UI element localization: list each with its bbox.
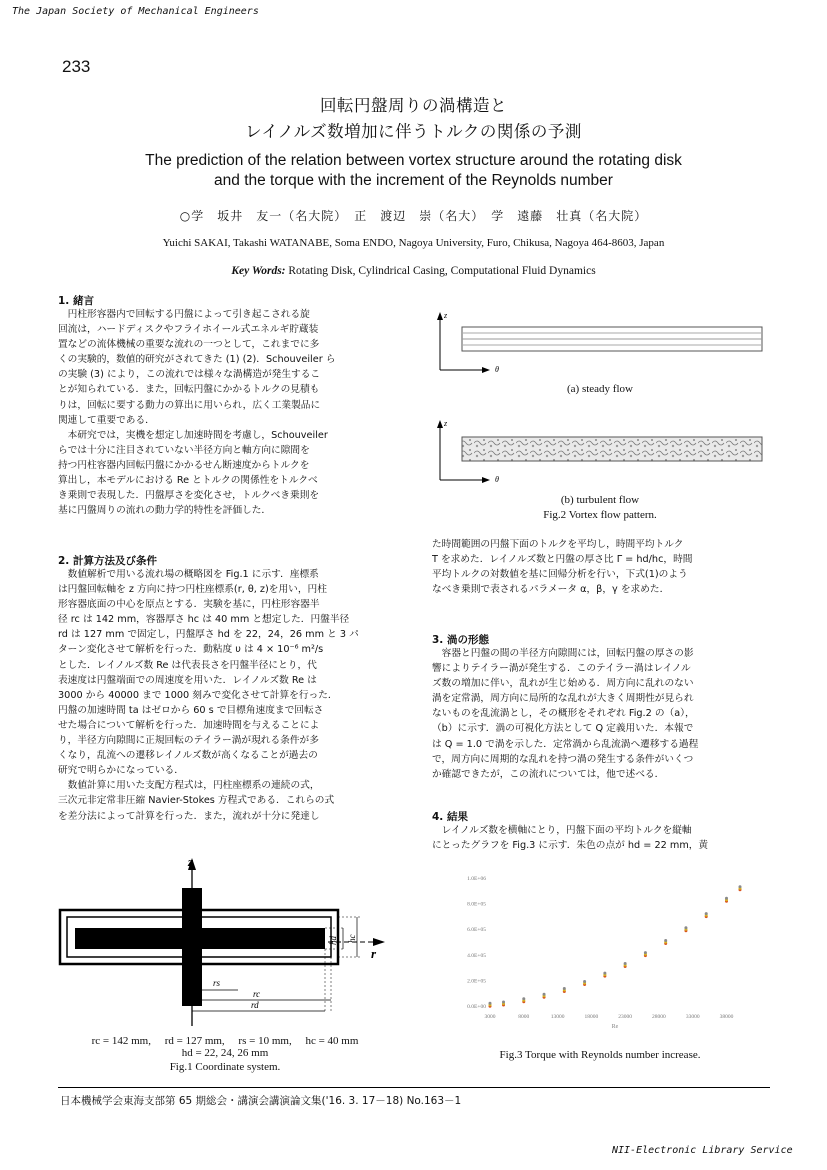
fig1-r-arrow <box>373 938 385 946</box>
text-line: ズ数の増加に伴い，乱れが生じ始める．周方向に乱れのない <box>432 678 694 690</box>
fig3-x-axis-label: Re <box>611 1024 619 1030</box>
text-line: 渦を定常渦，周方向に局所的な乱れが大きく周期性が見られ <box>432 693 694 705</box>
fig2b-vortex-band <box>462 437 762 461</box>
fig2b-caption: (b) turbulent flow <box>560 494 640 506</box>
page-number: 233 <box>62 57 91 76</box>
fig3-chart <box>440 866 770 1041</box>
fig1-caption: Fig.1 Coordinate system. <box>169 1061 281 1073</box>
text-line: 関連して重要である． <box>58 414 155 426</box>
fig3-y-tick-label: 0.0E+00 <box>467 1004 486 1010</box>
fig3-point-hd26 <box>725 897 728 900</box>
text-line: を差分法によって計算を行った．また，流れが十分に発達し <box>58 810 320 822</box>
fig3-x-tick-label: 33000 <box>685 1014 700 1020</box>
title-en-line1: The prediction of the relation between vortex structure around the rotating disk <box>145 152 682 169</box>
text-line: 平均トルクの対数値を基に回帰分析を行い，下式(1)のよう <box>432 569 688 581</box>
text-line: ターン変化させて解析を行った．動粘度 υ は 4 × 10⁻⁶ m²/s <box>58 644 324 656</box>
text-line: 持つ円柱容器内回転円盤にかかるせん断速度からトルクを <box>58 459 310 471</box>
section-3-body <box>432 646 772 782</box>
keywords-label: Key Words: <box>231 265 286 277</box>
text-line: き乗則で表現した．円盤厚さを変化させ，トルクべき乗則を <box>58 490 320 502</box>
fig2b-axis-z: z <box>444 419 448 428</box>
fig2-caption: Fig.2 Vortex flow pattern. <box>543 509 657 521</box>
footer-proceedings: 日本機械学会東海支部第 65 期総会・講演会講演論文集('16. 3. 17－18) No.163－1 <box>60 1095 462 1107</box>
fig1-params-line1: rc = 142 mm, rd = 127 mm, rs = 10 mm, hc = 40 mm <box>91 1035 359 1047</box>
section-2-continued <box>432 537 772 597</box>
text-line: は Q = 1.0 で渦を示した．定常渦から乱流渦へ遷移する過程 <box>432 738 699 750</box>
text-line: 3000 から 40000 まで 1000 刻みで変化させて計算を行った． <box>58 689 338 701</box>
fig1-label-rc: rc <box>253 989 261 999</box>
fig1-coordinate-diagram <box>55 848 395 1033</box>
fig3-y-tick-label: 8.0E+05 <box>467 901 486 908</box>
fig1-label-r: r <box>371 946 377 961</box>
text-line: の実験 (3) により，この流れでは様々な渦構造が発生するこ <box>58 369 321 381</box>
text-line: とした．レイノルズ数 Re は代表長さを円盤半径にとり，代 <box>58 659 317 671</box>
fig1-label-hd: hd <box>328 936 338 945</box>
text-line: り，半径方向隙間に正規回転のテイラー渦が現れる条件が多 <box>58 735 319 747</box>
text-line: 研究で明らかになっている． <box>58 765 184 777</box>
fig2a-axis-theta: θ <box>495 365 499 374</box>
text-line: せた場合について解析を行った．加速時間を与えることによ <box>58 719 320 731</box>
text-line: ないものを乱流渦とし，その概形をそれぞれ Fig.2 の（a）， <box>432 708 695 720</box>
fig1-params-line2: hd = 22, 24, 26 mm <box>181 1047 269 1059</box>
text-line: くの実験的，数値的研究がされてきた (1) (2)．Schouveiler ら <box>58 354 336 366</box>
fig3-x-tick-label: 8000 <box>518 1014 530 1020</box>
text-line: くなり，乱流への遷移レイノルズ数が高くなることが過去の <box>58 750 318 762</box>
fig2a-caption: (a) steady flow <box>567 383 633 395</box>
text-line: か確認できたが，この流れについては，他で述べる． <box>432 768 665 780</box>
fig1-shaft <box>182 888 202 1006</box>
text-line: 置などの流体機械の重要な流れの一つとして，これまでに多 <box>58 339 320 351</box>
fig3-caption: Fig.3 Torque with Reynolds number increase. <box>499 1049 701 1061</box>
fig3-point-hd26 <box>644 951 647 954</box>
fig3-x-tick-label: 13000 <box>550 1014 565 1020</box>
fig3-y-tick-label: 2.0E+05 <box>467 978 486 985</box>
fig2a-axis-z: z <box>444 311 448 320</box>
fig2b-axis-theta: θ <box>495 475 499 484</box>
fig3-y-tick-label: 6.0E+05 <box>467 927 486 934</box>
text-line: 三次元非定常非圧縮 Navier-Stokes 方程式である．これらの式 <box>58 795 335 807</box>
text-line: レイノルズ数を横軸にとり，円盤下面の平均トルクを縦軸 <box>432 825 692 836</box>
text-line: 表速度は円盤端面での周速度を用いた．レイノルズ数 Re は <box>58 674 317 686</box>
text-line: 径 rc は 142 mm，容器厚さ hc は 40 mm と想定した．円盤半径 <box>58 614 350 626</box>
fig3-point-hd26 <box>489 1002 492 1005</box>
section-2-heading: 2. 計算方法及び条件 <box>58 555 157 567</box>
fig3-point-hd26 <box>563 987 566 990</box>
fig3-point-hd26 <box>664 939 667 942</box>
title-ja-line1: 回転円盤周りの渦構造と <box>320 96 507 115</box>
fig3-point-hd26 <box>739 885 742 888</box>
keywords <box>0 265 827 277</box>
authors-ja: ○学 坂井 友一（名大院） 正 渡辺 崇（名大） 学 遠藤 壮真（名大院） <box>179 209 648 223</box>
fig3-x-tick-label: 23000 <box>618 1014 633 1020</box>
text-line: 算出し，本モデルにおける Re とトルクの関係性をトルクべ <box>58 475 318 487</box>
fig3-y-tick-label: 1.0E+06 <box>467 876 486 882</box>
fig2b-turbulent-flow-image <box>432 418 772 490</box>
section-1-heading: 1. 緒言 <box>58 295 94 307</box>
fig3-x-tick-label: 28000 <box>652 1014 666 1020</box>
text-line: なべき乗則で表されるパラメータ α，β，γ を求めた． <box>432 584 670 596</box>
text-line: 形容器底面の中心を原点とする．実験を基に，円柱形容器半 <box>58 599 320 611</box>
text-line: 基に円盤周りの流れの動力学的特性を評価した． <box>58 505 272 517</box>
text-line: 数値計算に用いた支配方程式は，円柱座標系の連続の式， <box>58 780 320 792</box>
text-line: 回流は，ハードディスクやフライホイール式エネルギ貯蔵装 <box>58 324 319 336</box>
section-1-body <box>58 307 392 518</box>
fig3-point-hd26 <box>624 962 627 965</box>
text-line: 響によりテイラー渦が発生する．このテイラー渦はレイノル <box>432 663 691 675</box>
text-line: （b）に示す．渦の可視化方法として Q 定義用いた．本報で <box>432 723 694 735</box>
fig1-label-rs: rs <box>213 978 221 988</box>
fig1-label-rd: rd <box>251 1000 259 1010</box>
footer-service: NII-Electronic Library Service <box>612 1145 793 1156</box>
fig3-point-hd26 <box>522 997 525 1000</box>
text-line: は円盤回転軸を z 方向に持つ円柱座標系(r, θ, z)を用い，円柱 <box>58 584 327 596</box>
fig1-label-z: z <box>188 854 194 869</box>
footer-rule <box>58 1087 770 1088</box>
fig3-point-hd26 <box>502 1000 505 1003</box>
text-line: た時間範囲の円盤下面のトルクを平均し，時間平均トルク <box>432 539 684 550</box>
text-line: らでは十分に注目されていない半径方向と軸方向に隙間を <box>58 444 310 456</box>
text-line: 円盤の加速時間 ta はゼロから 60 s で目標角速度まで回転さ <box>58 704 324 716</box>
fig3-point-hd26 <box>603 972 606 975</box>
fig3-point-hd26 <box>543 993 546 996</box>
text-line: 本研究では，実機を想定し加速時間を考慮し，Schouveiler <box>58 429 328 441</box>
fig2a-steady-flow-image <box>432 310 772 380</box>
text-line: にとったグラフを Fig.3 に示す．朱色の点が hd = 22 mm，黄 <box>432 840 709 852</box>
title-ja-line2: レイノルズ数増加に伴うトルクの関係の予測 <box>245 122 582 141</box>
text-line: 数値解析で用いる流れ場の概略図を Fig.1 に示す．座標系 <box>58 569 319 580</box>
fig3-x-tick-label: 38000 <box>719 1014 734 1020</box>
text-line: で，周方向に周期的な乱れを持つ渦の発生する条件がいくつ <box>432 753 694 765</box>
section-3-heading: 3. 渦の形態 <box>432 634 489 646</box>
text-line: とが知られている．また，回転円盤にかかるトルクの見積も <box>58 384 320 396</box>
fig3-point-hd26 <box>705 912 708 915</box>
text-line: 円柱形容器内で回転する円盤によって引き起こされる旋 <box>58 309 310 320</box>
text-line: りは，回転に要する動力の算出に用いられ，広く工業製品に <box>58 399 321 411</box>
fig3-point-hd26 <box>583 980 586 983</box>
text-line: T を求めた．レイノルズ数と円盤の厚さ比 Γ = hd/hc，時間 <box>432 554 693 566</box>
fig3-point-hd26 <box>684 926 687 929</box>
society-header: The Japan Society of Mechanical Engineers <box>12 6 259 17</box>
section-2-body <box>58 567 392 824</box>
text-line: rd は 127 mm で固定し，円盤厚さ hd を 22，24，26 mm と 3 パ <box>58 629 359 641</box>
section-4-heading: 4. 結果 <box>432 811 468 823</box>
title-en-line2: and the torque with the increment of the Reynolds number <box>214 172 613 189</box>
fig3-x-tick-label: 3000 <box>484 1014 496 1020</box>
fig3-y-tick-label: 4.0E+05 <box>467 952 486 959</box>
fig3-x-tick-label: 18000 <box>584 1014 599 1020</box>
fig1-label-hc: hc <box>347 934 357 943</box>
text-line: 容器と円盤の間の半径方向隙間には，回転円盤の厚さの影 <box>432 648 694 659</box>
section-4-body <box>432 823 772 853</box>
keywords-text: Rotating Disk, Cylindrical Casing, Computational Fluid Dynamics <box>288 265 596 277</box>
affiliation-en: Yuichi SAKAI, Takashi WATANABE, Soma ENDO, Nagoya University, Furo, Chikusa, Nagoya 464-8603, Japan <box>162 237 665 249</box>
